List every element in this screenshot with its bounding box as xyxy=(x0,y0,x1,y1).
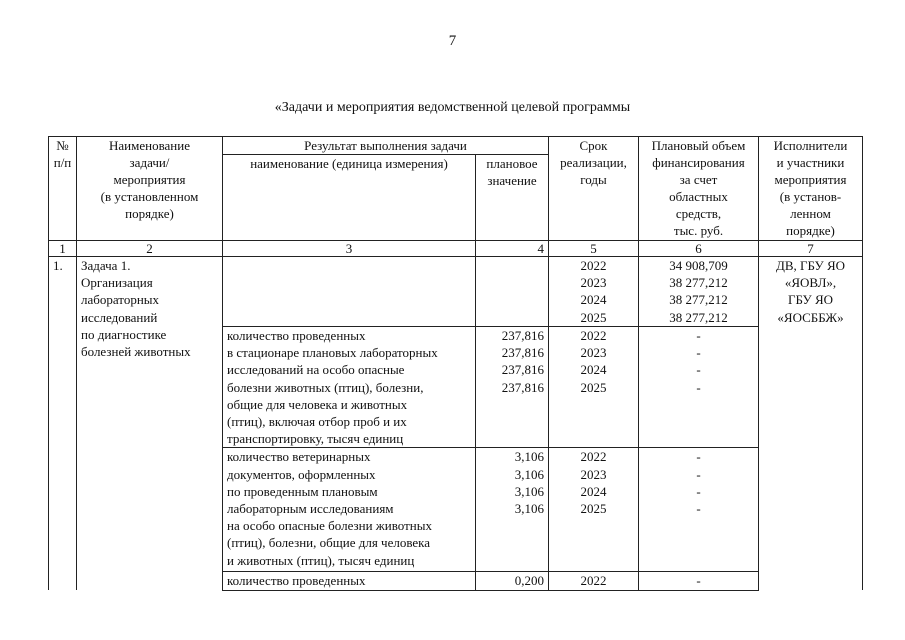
indicator-financing xyxy=(639,448,759,572)
task-number: 1. xyxy=(49,257,77,591)
task-executors xyxy=(759,257,863,591)
text-line: в стационаре плановых лабораторных xyxy=(227,345,438,361)
text-line: - xyxy=(696,345,701,361)
text-line: исследований на особо опасные xyxy=(227,362,405,378)
text-line: 2023 xyxy=(580,275,607,291)
document-title: «Задачи и мероприятия ведомственной целевой программы xyxy=(274,100,631,115)
header-term xyxy=(549,137,639,241)
indicator-years xyxy=(549,448,639,572)
header-row-1 xyxy=(49,137,863,155)
text-line: Срок xyxy=(579,138,608,153)
text-line: 3,106 xyxy=(514,466,544,482)
task-name xyxy=(77,257,223,591)
text-line: 38 277,212 xyxy=(669,309,728,325)
text-line: Организация xyxy=(81,275,153,291)
text-line: документов, оформленных xyxy=(227,466,376,482)
text-line: по проведенным плановым xyxy=(227,483,378,499)
text-line: (в установ- xyxy=(779,189,842,204)
column-number: 1 xyxy=(49,241,77,257)
task-row xyxy=(49,257,863,327)
text-line: - xyxy=(696,501,701,517)
text-line: транспортировку, тысяч единиц xyxy=(227,431,404,447)
header-indicator-name xyxy=(223,155,476,241)
text-line: болезней животных xyxy=(81,344,191,360)
text-line: - xyxy=(696,379,701,395)
text-line: порядке) xyxy=(125,206,174,221)
column-number: 7 xyxy=(759,241,863,257)
text-line: 2023 xyxy=(580,466,607,482)
indicator-name xyxy=(223,327,476,448)
text-line: - xyxy=(696,362,701,378)
text-line: мероприятия xyxy=(113,172,186,187)
indicator-name xyxy=(223,448,476,572)
text-line: реализации, xyxy=(560,155,627,170)
text-line: 2025 xyxy=(580,379,607,395)
text-line: плановое xyxy=(486,156,538,171)
text-line: количество ветеринарных xyxy=(227,449,371,465)
text-line: Задача 1. xyxy=(81,258,131,273)
text-line: Исполнители xyxy=(773,138,848,153)
text-line: 0,200 xyxy=(514,573,544,589)
text-line: ленном xyxy=(790,206,831,221)
text-line: - xyxy=(696,483,701,499)
text-line: и животных (птиц), тысяч единиц xyxy=(227,552,415,568)
text-line: количество проведенных xyxy=(227,328,366,343)
header-task-name xyxy=(77,137,223,241)
text-line: 2025 xyxy=(580,309,607,325)
text-line: № xyxy=(56,138,69,153)
text-line: 2022 xyxy=(580,258,607,273)
text-line: и участники xyxy=(776,155,845,170)
text-line: тыс. руб. xyxy=(673,223,724,238)
text-line: 2022 xyxy=(580,573,607,589)
text-line: - xyxy=(696,328,701,343)
task-value-empty xyxy=(476,257,549,327)
text-line: (птиц), болезни, общие для человека xyxy=(227,535,431,551)
column-numbers-row xyxy=(49,241,863,257)
text-line: порядке) xyxy=(786,223,835,238)
indicator-years xyxy=(549,572,639,590)
text-line: (в установленном xyxy=(100,189,199,204)
program-table xyxy=(48,136,863,591)
column-number: 6 xyxy=(639,241,759,257)
text-line: Наименование xyxy=(109,138,190,153)
text-line: ДВ, ГБУ ЯО xyxy=(775,258,846,273)
text-line: мероприятия xyxy=(774,172,847,187)
column-number: 3 xyxy=(223,241,476,257)
header-number xyxy=(49,137,77,241)
text-line: 237,816 xyxy=(501,379,544,395)
indicator-values xyxy=(476,448,549,572)
text-line: «ЯОСББЖ» xyxy=(777,309,844,325)
text-line: 2022 xyxy=(580,449,607,465)
text-line: значение xyxy=(487,173,537,189)
text-line: за счет xyxy=(679,172,718,187)
text-line: 237,816 xyxy=(501,362,544,378)
text-line: (птиц), включая отбор проб и их xyxy=(227,414,407,430)
text-line: - xyxy=(696,449,701,465)
text-line: 3,106 xyxy=(514,449,544,465)
text-line: 3,106 xyxy=(514,501,544,517)
task-indicator-empty xyxy=(223,257,476,327)
text-line: 38 277,212 xyxy=(669,275,728,291)
text-line: 2025 xyxy=(580,501,607,517)
text-line: п/п xyxy=(53,155,72,170)
text-line: общие для человека и животных xyxy=(227,396,408,412)
indicator-values xyxy=(476,327,549,448)
text-line: 34 908,709 xyxy=(669,258,728,273)
text-line: Плановый объем xyxy=(651,138,746,153)
header-planned-value xyxy=(476,155,549,241)
indicator-values xyxy=(476,572,549,590)
text-line: исследований xyxy=(81,309,158,325)
indicator-financing xyxy=(639,572,759,590)
text-line: на особо опасные болезни животных xyxy=(227,518,432,534)
text-line: наименование (единица измерения) xyxy=(250,156,448,171)
text-line: 2024 xyxy=(580,362,607,378)
page-number: 7 xyxy=(448,33,457,49)
task-financing xyxy=(639,257,759,327)
text-line: болезни животных (птиц), болезни, xyxy=(227,379,424,395)
text-line: 38 277,212 xyxy=(669,292,728,308)
text-line: ГБУ ЯО xyxy=(787,292,834,308)
header-executors xyxy=(759,137,863,241)
indicator-name xyxy=(223,572,476,590)
text-line: годы xyxy=(580,172,607,187)
indicator-financing xyxy=(639,327,759,448)
task-years xyxy=(549,257,639,327)
text-line: областных xyxy=(669,189,728,204)
text-line: по диагностике xyxy=(81,326,167,342)
text-line: 2024 xyxy=(580,292,607,308)
text-line: 2024 xyxy=(580,483,607,499)
text-line: - xyxy=(696,466,701,482)
text-line: количество проведенных xyxy=(227,573,366,589)
text-line: 237,816 xyxy=(501,345,544,361)
column-number: 4 xyxy=(476,241,549,257)
text-line: 237,816 xyxy=(501,328,544,343)
text-line: 3,106 xyxy=(514,483,544,499)
text-line: 2023 xyxy=(580,345,607,361)
text-line: - xyxy=(696,573,701,589)
text-line: лабораторных xyxy=(81,292,160,308)
text-line: средств, xyxy=(675,206,722,221)
header-financing xyxy=(639,137,759,241)
text-line: лабораторным исследованиям xyxy=(227,501,394,517)
text-line: 2022 xyxy=(580,328,607,343)
text-line: задачи/ xyxy=(129,155,170,170)
column-number: 2 xyxy=(77,241,223,257)
indicator-years xyxy=(549,327,639,448)
column-number: 5 xyxy=(549,241,639,257)
header-result-group: Результат выполнения задачи xyxy=(223,137,549,155)
text-line: финансирования xyxy=(652,155,745,170)
text-line: «ЯОВЛ», xyxy=(784,275,837,291)
